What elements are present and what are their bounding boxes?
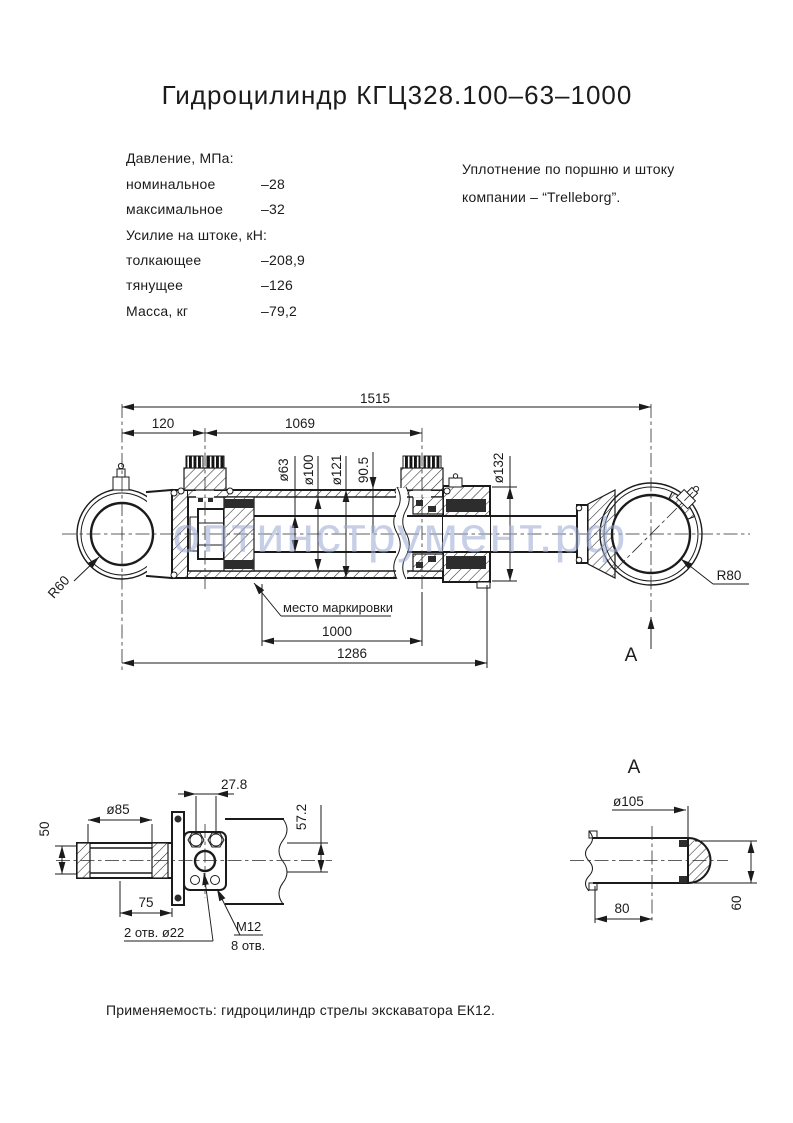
dim-thread-dia: ø85	[106, 802, 130, 817]
view-a-title: А	[627, 757, 641, 778]
dim-tube-dia: ø121	[329, 454, 344, 486]
dim-head-eye-radius: R80	[716, 568, 742, 583]
grease-fitting-left-icon	[113, 463, 129, 490]
dim-port-height: 90.5	[356, 456, 371, 484]
dim-boss-dia: ø105	[613, 794, 644, 809]
spec-value: –32	[261, 201, 285, 217]
dim-left-offset: 120	[151, 416, 175, 431]
watermark: оптинструмент.рф	[172, 507, 628, 563]
spec-value: –79,2	[261, 303, 298, 319]
port-plug-icon	[186, 456, 203, 468]
spec-label: тянущее	[126, 277, 184, 293]
spec-value: –28	[261, 176, 285, 192]
detail-view-a	[570, 757, 757, 924]
page-title: Гидроцилиндр КГЦ328.100–63–1000	[161, 80, 633, 110]
dimensions-view-a	[595, 794, 757, 923]
seal-note-line1: Уплотнение по поршню и штоку	[462, 161, 675, 177]
application-note: Применяемость: гидроцилиндр стрелы экскаватора ЕК12.	[106, 1002, 496, 1018]
spec-label: Давление, МПа:	[126, 150, 234, 166]
bolt-count-label: 8 отв.	[231, 938, 266, 953]
spec-label: максимальное	[126, 201, 224, 217]
dim-rod-dia: ø63	[276, 458, 291, 482]
dim-boss-width: 60	[729, 895, 744, 911]
seal-note-line2: компании – “Trelleborg”.	[462, 189, 621, 205]
spec-label: Масса, кг	[126, 303, 189, 319]
dim-body-length: 1286	[336, 646, 368, 661]
spec-value: –126	[261, 277, 293, 293]
bolt-thread-label: M12	[236, 919, 262, 934]
rod-eye-left	[77, 463, 173, 579]
view-a-arrow-label: А	[624, 645, 638, 666]
detail-rod-end	[37, 777, 332, 953]
spec-label: Усилие на штоке, кН:	[126, 227, 268, 243]
marking-note-label: место маркировки	[283, 600, 393, 615]
dim-boss-length: 80	[614, 901, 630, 916]
dim-bore-dia: ø100	[301, 454, 316, 486]
dim-thread-length: 75	[138, 895, 154, 910]
dim-shaft-dia: 50	[37, 821, 52, 837]
dim-bolt-spacing: 27.8	[221, 777, 248, 792]
dim-stroke-length: 1000	[321, 624, 353, 639]
port-plug-icon	[424, 456, 441, 468]
dim-port-spacing: 1069	[284, 416, 316, 431]
spec-label: толкающее	[126, 252, 202, 268]
spec-value: –208,9	[261, 252, 306, 268]
dim-overall-length: 1515	[359, 391, 391, 406]
holes-note-label: 2 отв. ø22	[124, 925, 185, 940]
dim-gland-dia: ø132	[491, 452, 506, 484]
specs-table	[126, 150, 305, 319]
port-plug-icon	[207, 456, 224, 468]
port-plug-icon	[403, 456, 420, 468]
dim-rod-eye-radius: R60	[44, 572, 73, 602]
spec-label: номинальное	[126, 176, 216, 192]
seal-note	[462, 161, 674, 205]
dim-plate-width: 57.2	[294, 803, 309, 831]
